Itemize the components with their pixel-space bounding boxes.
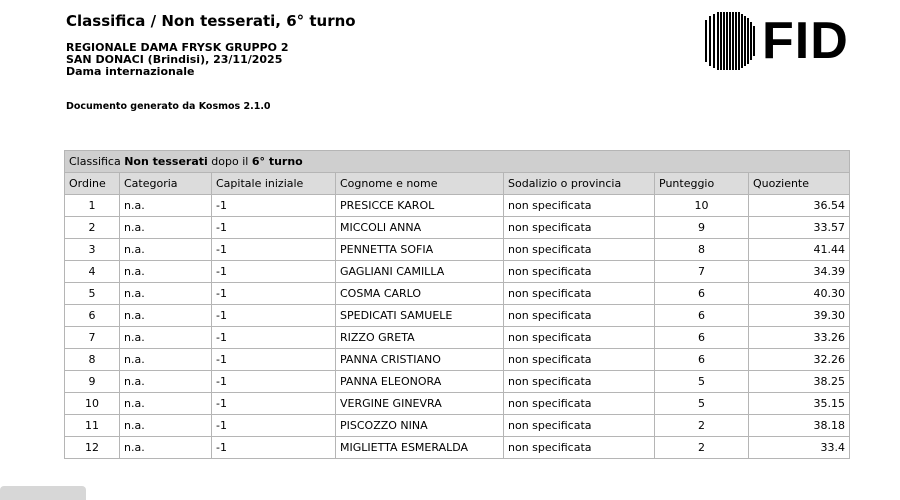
table-cell: -1 [212, 393, 336, 415]
table-cell: 8 [655, 239, 749, 261]
event-name: REGIONALE DAMA FRYSK GRUPPO 2 [66, 41, 289, 54]
table-cell: non specificata [504, 239, 655, 261]
table-cell: -1 [212, 371, 336, 393]
table-cell: 2 [655, 415, 749, 437]
table-cell: non specificata [504, 261, 655, 283]
table-cell: 5 [655, 393, 749, 415]
table-cell: 5 [65, 283, 120, 305]
table-cell: 6 [655, 327, 749, 349]
table-cell: 35.15 [749, 393, 850, 415]
table-cell: 36.54 [749, 195, 850, 217]
table-cell: -1 [212, 327, 336, 349]
table-cell: 41.44 [749, 239, 850, 261]
table-cell: PANNA CRISTIANO [336, 349, 504, 371]
table-cell: n.a. [120, 217, 212, 239]
table-cell: 5 [655, 371, 749, 393]
table-cell: -1 [212, 239, 336, 261]
table-cell: 33.57 [749, 217, 850, 239]
table-row [65, 437, 850, 459]
column-header: Capitale iniziale [212, 173, 336, 195]
table-cell: 1 [65, 195, 120, 217]
event-place-date: SAN DONACI (Brindisi), 23/11/2025 [66, 53, 283, 66]
table-row [65, 393, 850, 415]
table-cell: n.a. [120, 437, 212, 459]
column-header: Quoziente [749, 173, 850, 195]
table-row [65, 283, 850, 305]
table-cell: PANNA ELEONORA [336, 371, 504, 393]
table-cell: 2 [655, 437, 749, 459]
table-cell: -1 [212, 349, 336, 371]
table-cell: non specificata [504, 371, 655, 393]
table-cell: non specificata [504, 217, 655, 239]
table-cell: n.a. [120, 195, 212, 217]
column-header: Sodalizio o provincia [504, 173, 655, 195]
table-cell: RIZZO GRETA [336, 327, 504, 349]
table-cell: -1 [212, 217, 336, 239]
table-row [65, 261, 850, 283]
caption-bold: Non tesserati [124, 155, 208, 168]
table-cell: -1 [212, 283, 336, 305]
table-cell: 34.39 [749, 261, 850, 283]
table-cell: n.a. [120, 371, 212, 393]
table-cell: 40.30 [749, 283, 850, 305]
table-cell: PENNETTA SOFIA [336, 239, 504, 261]
table-caption-row [65, 151, 850, 173]
table-row [65, 239, 850, 261]
table-cell: 32.26 [749, 349, 850, 371]
table-cell: -1 [212, 305, 336, 327]
fid-logo-text: FID [762, 12, 849, 70]
bottom-button[interactable] [0, 486, 86, 500]
table-cell: n.a. [120, 239, 212, 261]
table-cell: -1 [212, 195, 336, 217]
table-cell: non specificata [504, 393, 655, 415]
table-cell: 6 [655, 283, 749, 305]
table-cell: n.a. [120, 305, 212, 327]
table-cell: -1 [212, 437, 336, 459]
table-row [65, 371, 850, 393]
table-cell: non specificata [504, 437, 655, 459]
table-cell: 38.25 [749, 371, 850, 393]
table-cell: 12 [65, 437, 120, 459]
table-cell: SPEDICATI SAMUELE [336, 305, 504, 327]
table-cell: 3 [65, 239, 120, 261]
table-cell: non specificata [504, 415, 655, 437]
table-cell: n.a. [120, 349, 212, 371]
table-cell: non specificata [504, 327, 655, 349]
table-cell: n.a. [120, 283, 212, 305]
table-caption [65, 151, 850, 173]
table-cell: COSMA CARLO [336, 283, 504, 305]
caption-turn: 6° turno [251, 155, 303, 168]
table-cell: non specificata [504, 283, 655, 305]
table-cell: non specificata [504, 305, 655, 327]
table-cell: n.a. [120, 261, 212, 283]
standings-table [64, 150, 850, 459]
table-cell: PISCOZZO NINA [336, 415, 504, 437]
table-cell: MIGLIETTA ESMERALDA [336, 437, 504, 459]
event-info [66, 42, 288, 78]
table-cell: 39.30 [749, 305, 850, 327]
table-cell: GAGLIANI CAMILLA [336, 261, 504, 283]
table-row [65, 217, 850, 239]
table-row [65, 305, 850, 327]
table-cell: MICCOLI ANNA [336, 217, 504, 239]
table-cell: 7 [655, 261, 749, 283]
table-cell: 10 [655, 195, 749, 217]
table-cell: 11 [65, 415, 120, 437]
table-cell: 9 [655, 217, 749, 239]
table-cell: -1 [212, 261, 336, 283]
table-cell: 4 [65, 261, 120, 283]
column-header: Punteggio [655, 173, 749, 195]
table-row [65, 195, 850, 217]
table-header-row [65, 173, 850, 195]
table-cell: non specificata [504, 195, 655, 217]
table-cell: 7 [65, 327, 120, 349]
table-cell: 33.26 [749, 327, 850, 349]
table-cell: 33.4 [749, 437, 850, 459]
table-cell: n.a. [120, 415, 212, 437]
table-cell: PRESICCE KAROL [336, 195, 504, 217]
table-cell: 8 [65, 349, 120, 371]
page-title: Classifica / Non tesserati, 6° turno [66, 12, 356, 30]
table-cell: -1 [212, 415, 336, 437]
table-cell: 6 [65, 305, 120, 327]
table-row [65, 327, 850, 349]
table-cell: 9 [65, 371, 120, 393]
table-cell: VERGINE GINEVRA [336, 393, 504, 415]
table-cell: non specificata [504, 349, 655, 371]
event-discipline: Dama internazionale [66, 65, 195, 78]
column-header: Ordine [65, 173, 120, 195]
table-row [65, 349, 850, 371]
table-cell: n.a. [120, 327, 212, 349]
table-cell: 38.18 [749, 415, 850, 437]
table-cell: 6 [655, 305, 749, 327]
table-cell: 6 [655, 349, 749, 371]
caption-prefix: Classifica [69, 155, 121, 168]
column-header: Cognome e nome [336, 173, 504, 195]
table-cell: 10 [65, 393, 120, 415]
table-cell: n.a. [120, 393, 212, 415]
caption-mid: dopo il [211, 155, 249, 168]
table-row [65, 415, 850, 437]
generated-by-note: Documento generato da Kosmos 2.1.0 [66, 101, 271, 112]
table-cell: 2 [65, 217, 120, 239]
column-header: Categoria [120, 173, 212, 195]
